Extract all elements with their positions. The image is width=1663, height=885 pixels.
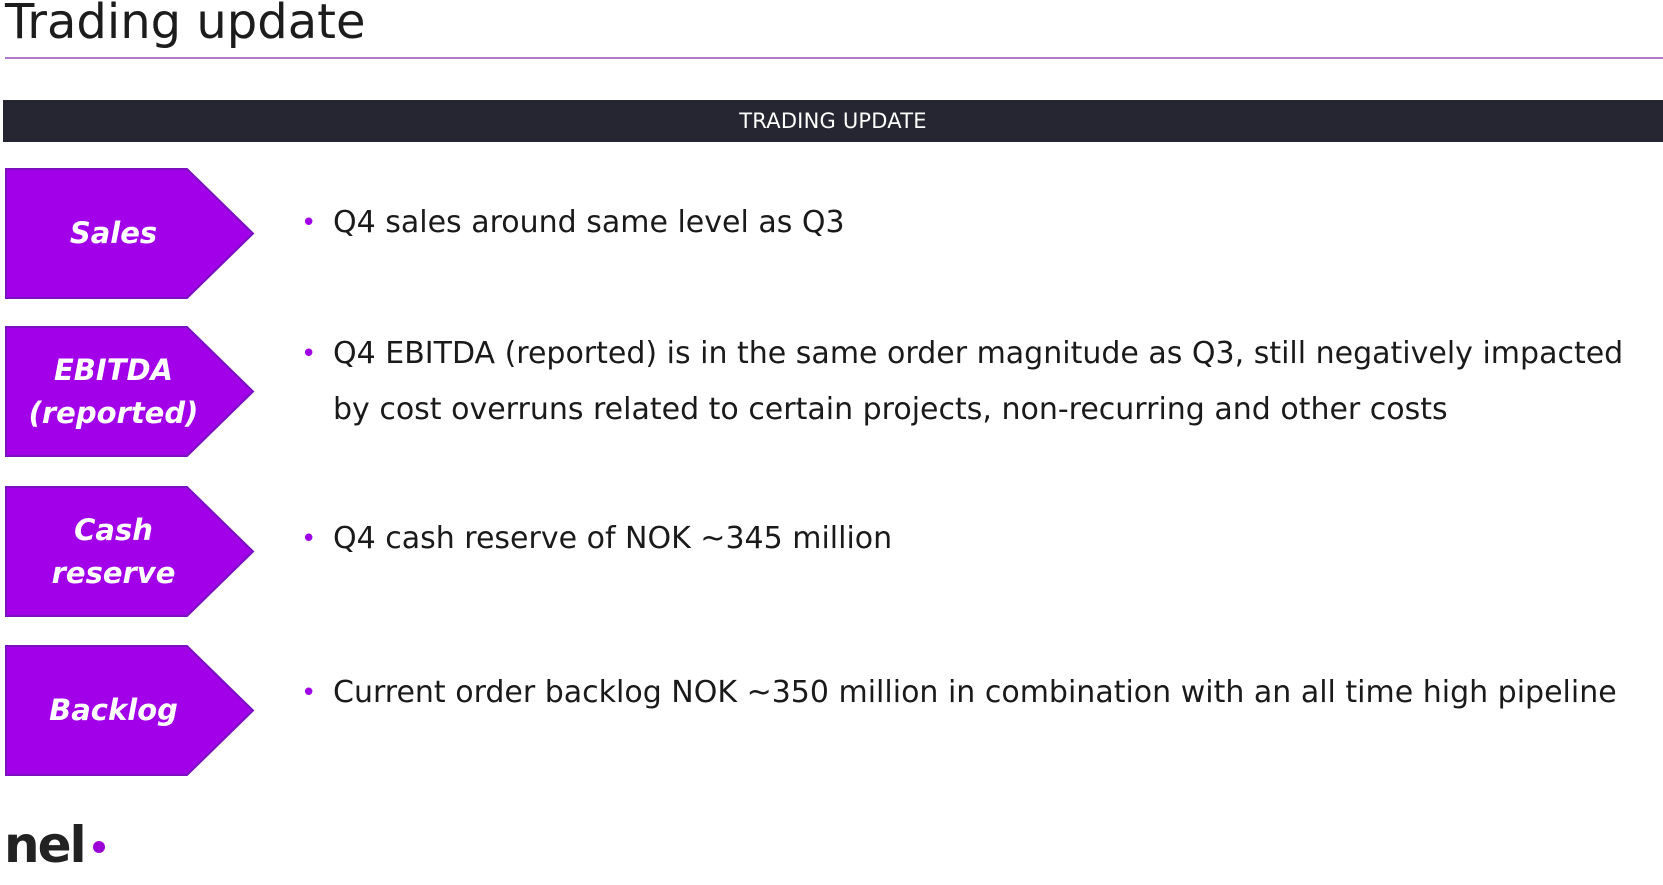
bullet-dot: • [301, 208, 317, 238]
bullet-dot: • [301, 678, 317, 708]
chevron-ebitda [5, 326, 255, 457]
bullet-text-backlog: Current order backlog NOK ~350 million in combination with an all time high pipeline [333, 675, 1617, 710]
chevron-backlog [5, 645, 255, 776]
section-band [3, 100, 1663, 142]
chevron-label-sales: Sales [69, 216, 158, 250]
chevron-label-backlog: Backlog [49, 693, 178, 727]
bullet-text-cash-reserve: Q4 cash reserve of NOK ~345 million [333, 521, 893, 556]
section-band-label: TRADING UPDATE [739, 109, 927, 133]
row-ebitda [5, 326, 1663, 457]
title-divider [5, 57, 1663, 59]
row-cash-reserve [5, 486, 1663, 617]
chevron-label-cash-reserve: Cash reserve [51, 512, 176, 590]
bullet-dot: • [301, 339, 317, 369]
chevron-sales [5, 168, 255, 299]
chevron-label-ebitda: EBITDA (reported) [28, 352, 199, 430]
logo-text: nel [4, 816, 85, 874]
bullet-dot: • [301, 524, 317, 554]
bullet-text-ebitda: Q4 EBITDA (reported) is in the same order magnitude as Q3, still negatively impacted by cost overruns related to certain projects, non-recurring and other costs [333, 336, 1624, 427]
bullet-text-sales: Q4 sales around same level as Q3 [333, 205, 845, 240]
logo-dot-icon [93, 841, 105, 853]
row-sales [5, 168, 1663, 299]
row-backlog [5, 645, 1663, 776]
page-title: Trading update [5, 0, 366, 50]
chevron-cash-reserve [5, 486, 255, 617]
